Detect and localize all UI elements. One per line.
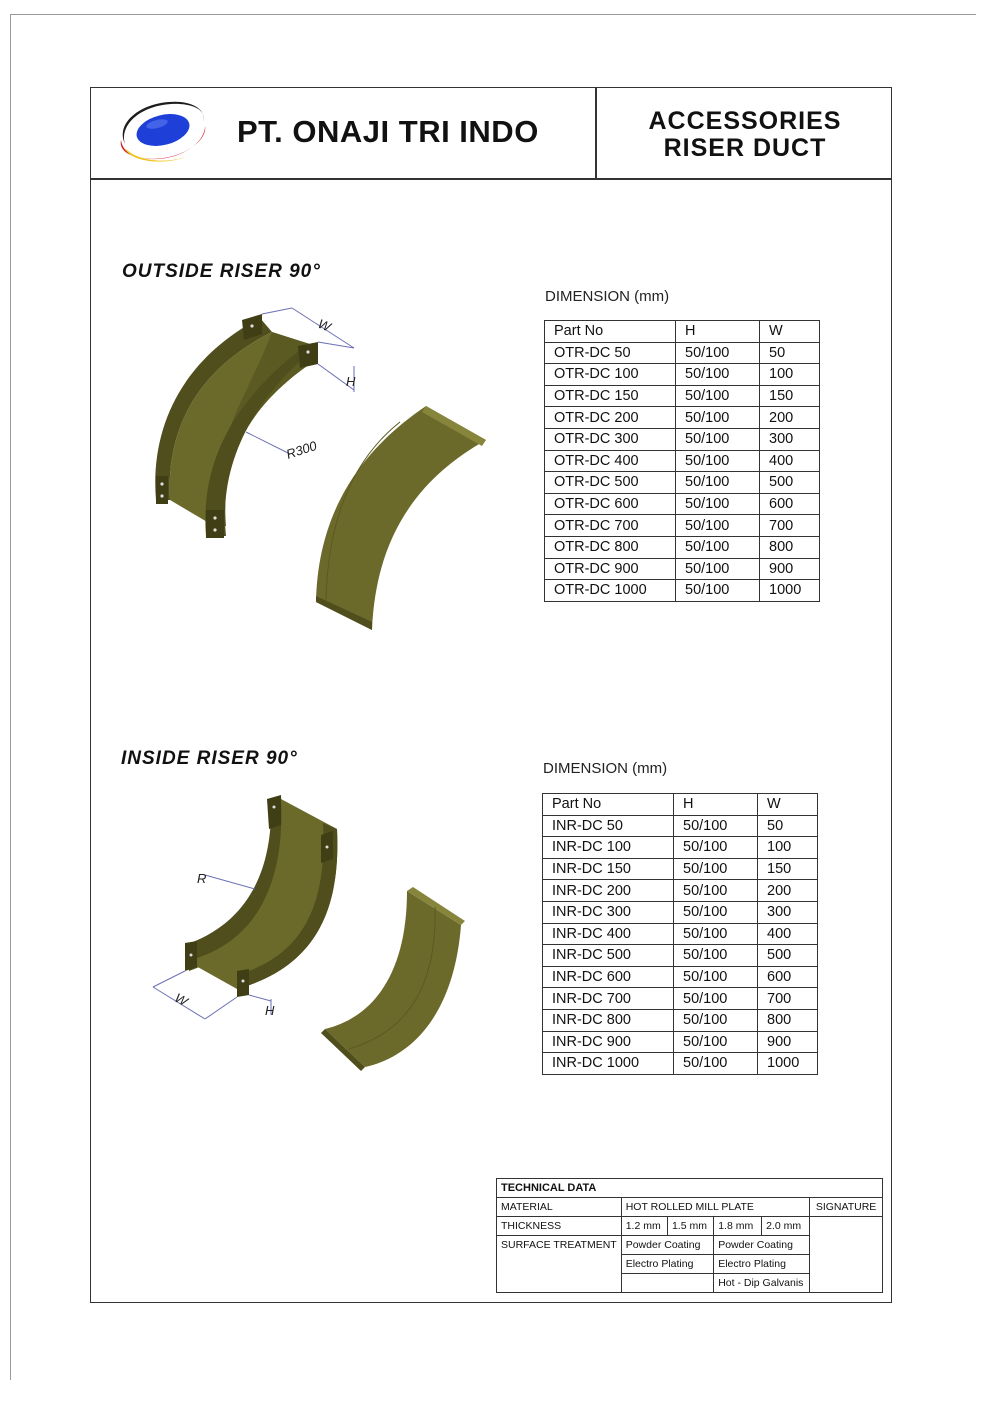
inside-riser-title: INSIDE RISER 90°	[121, 748, 298, 769]
table-row	[543, 837, 818, 859]
table-row	[545, 385, 820, 407]
table-cell: 50/100	[676, 342, 760, 364]
table-row	[545, 558, 820, 580]
document-title-line-2: RISER DUCT	[663, 134, 827, 162]
surface-option: Hot - Dip Galvanis	[714, 1274, 810, 1293]
table-row	[545, 342, 820, 364]
outside-r-label: R300	[284, 437, 319, 462]
table-cell: 50/100	[674, 815, 758, 837]
surface-option: Powder Coating	[714, 1236, 810, 1255]
table-header-row	[545, 321, 820, 343]
table-row	[543, 880, 818, 902]
table-cell: 50/100	[674, 837, 758, 859]
table-cell: 50/100	[676, 493, 760, 515]
outside-dimension-table	[544, 320, 820, 602]
surface-option: Electro Plating	[621, 1255, 714, 1274]
inside-w-label: W	[172, 990, 191, 1010]
table-cell: INR-DC 300	[543, 901, 674, 923]
table-cell: 50/100	[674, 1031, 758, 1053]
technical-data-table	[496, 1178, 883, 1293]
table-cell: 400	[760, 450, 820, 472]
table-cell: 50/100	[674, 945, 758, 967]
table-cell: 50/100	[676, 450, 760, 472]
title-block	[91, 88, 891, 180]
table-cell: INR-DC 200	[543, 880, 674, 902]
table-cell: INR-DC 600	[543, 966, 674, 988]
table-cell: 50/100	[674, 858, 758, 880]
inside-dimension-label: DIMENSION (mm)	[543, 760, 668, 777]
table-cell: INR-DC 900	[543, 1031, 674, 1053]
material-label: MATERIAL	[497, 1198, 622, 1217]
table-cell: INR-DC 400	[543, 923, 674, 945]
tech-title-row	[497, 1179, 883, 1198]
thickness-value: 1.2 mm	[621, 1217, 667, 1236]
table-cell: OTR-DC 50	[545, 342, 676, 364]
table-cell: 50/100	[676, 472, 760, 494]
inside-riser-illustration	[145, 795, 475, 1075]
table-cell: 400	[758, 923, 818, 945]
table-cell: 600	[758, 966, 818, 988]
table-row	[543, 815, 818, 837]
table-row	[545, 472, 820, 494]
table-row	[543, 988, 818, 1010]
table-row	[543, 901, 818, 923]
thickness-value: 2.0 mm	[762, 1217, 810, 1236]
table-cell: 500	[758, 945, 818, 967]
tech-material-row	[497, 1198, 883, 1217]
column-header: H	[674, 794, 758, 816]
signature-box	[810, 1217, 883, 1293]
tech-title: TECHNICAL DATA	[497, 1179, 883, 1198]
document-title	[597, 108, 893, 162]
table-cell: 700	[758, 988, 818, 1010]
thickness-label: THICKNESS	[497, 1217, 622, 1236]
table-cell: 700	[760, 515, 820, 537]
table-cell: 1000	[758, 1053, 818, 1075]
document-title-line-1: ACCESSORIES	[648, 107, 842, 135]
table-cell: 200	[760, 407, 820, 429]
table-cell: 150	[760, 385, 820, 407]
table-cell: 300	[758, 901, 818, 923]
table-cell: 50/100	[674, 901, 758, 923]
surface-treatment-label: SURFACE TREATMENT	[497, 1236, 622, 1293]
table-cell: INR-DC 800	[543, 1009, 674, 1031]
page-top-border	[10, 14, 976, 15]
column-header: Part No	[543, 794, 674, 816]
table-cell: 50/100	[676, 364, 760, 386]
table-cell: 100	[758, 837, 818, 859]
column-header: Part No	[545, 321, 676, 343]
outside-w-label: W	[315, 315, 333, 335]
table-cell: 900	[758, 1031, 818, 1053]
table-cell: 50	[758, 815, 818, 837]
outside-h-label: H	[346, 374, 356, 389]
column-header: H	[676, 321, 760, 343]
table-row	[545, 428, 820, 450]
table-row	[543, 1031, 818, 1053]
inside-table-body	[543, 794, 818, 1075]
table-cell: OTR-DC 200	[545, 407, 676, 429]
table-cell: OTR-DC 150	[545, 385, 676, 407]
outside-riser-illustration	[140, 300, 500, 640]
table-row	[545, 364, 820, 386]
table-cell: 800	[760, 536, 820, 558]
table-cell: 50/100	[676, 558, 760, 580]
table-row	[543, 858, 818, 880]
column-header: W	[758, 794, 818, 816]
table-cell: 50	[760, 342, 820, 364]
inside-h-label: H	[265, 1003, 275, 1018]
table-cell: OTR-DC 400	[545, 450, 676, 472]
table-cell: 50/100	[676, 580, 760, 602]
outside-dimension-label: DIMENSION (mm)	[545, 288, 670, 305]
table-cell: 1000	[760, 580, 820, 602]
material-value: HOT ROLLED MILL PLATE	[621, 1198, 809, 1217]
table-cell: 50/100	[676, 536, 760, 558]
table-cell: 50/100	[674, 988, 758, 1010]
table-cell: INR-DC 50	[543, 815, 674, 837]
outside-riser-title: OUTSIDE RISER 90°	[122, 261, 321, 282]
table-cell: OTR-DC 700	[545, 515, 676, 537]
surface-option-empty	[621, 1274, 714, 1293]
table-row	[543, 1053, 818, 1075]
company-logo	[113, 96, 209, 168]
table-cell: 100	[760, 364, 820, 386]
inside-r-label: R	[197, 871, 207, 886]
table-cell: 50/100	[676, 428, 760, 450]
table-row	[543, 1009, 818, 1031]
table-row	[545, 580, 820, 602]
table-cell: OTR-DC 600	[545, 493, 676, 515]
table-cell: OTR-DC 100	[545, 364, 676, 386]
table-cell: INR-DC 700	[543, 988, 674, 1010]
table-cell: 200	[758, 880, 818, 902]
table-cell: 50/100	[676, 515, 760, 537]
tech-thickness-row	[497, 1217, 883, 1236]
table-cell: 50/100	[676, 385, 760, 407]
table-cell: 50/100	[676, 407, 760, 429]
table-row	[545, 536, 820, 558]
table-cell: INR-DC 500	[543, 945, 674, 967]
thickness-value: 1.5 mm	[667, 1217, 713, 1236]
table-cell: OTR-DC 900	[545, 558, 676, 580]
table-cell: 50/100	[674, 1053, 758, 1075]
table-cell: 800	[758, 1009, 818, 1031]
table-row	[545, 450, 820, 472]
table-cell: 50/100	[674, 880, 758, 902]
outside-table-body	[545, 321, 820, 602]
inside-dimension-table	[542, 793, 818, 1075]
surface-option: Electro Plating	[714, 1255, 810, 1274]
table-cell: 300	[760, 428, 820, 450]
table-row	[543, 945, 818, 967]
table-cell: OTR-DC 300	[545, 428, 676, 450]
table-cell: OTR-DC 1000	[545, 580, 676, 602]
table-row	[545, 407, 820, 429]
table-cell: 50/100	[674, 1009, 758, 1031]
table-cell: INR-DC 100	[543, 837, 674, 859]
table-cell: OTR-DC 500	[545, 472, 676, 494]
table-row	[543, 923, 818, 945]
table-cell: 900	[760, 558, 820, 580]
table-cell: 150	[758, 858, 818, 880]
table-row	[545, 493, 820, 515]
signature-label: SIGNATURE	[810, 1198, 883, 1217]
table-header-row	[543, 794, 818, 816]
table-cell: 500	[760, 472, 820, 494]
table-cell: 600	[760, 493, 820, 515]
surface-option: Powder Coating	[621, 1236, 714, 1255]
table-cell: 50/100	[674, 923, 758, 945]
table-cell: OTR-DC 800	[545, 536, 676, 558]
table-cell: INR-DC 150	[543, 858, 674, 880]
column-header: W	[760, 321, 820, 343]
table-row	[543, 966, 818, 988]
page-left-border	[10, 14, 11, 1380]
thickness-value: 1.8 mm	[714, 1217, 762, 1236]
table-cell: INR-DC 1000	[543, 1053, 674, 1075]
table-cell: 50/100	[674, 966, 758, 988]
company-name: PT. ONAJI TRI INDO	[237, 114, 539, 149]
table-row	[545, 515, 820, 537]
